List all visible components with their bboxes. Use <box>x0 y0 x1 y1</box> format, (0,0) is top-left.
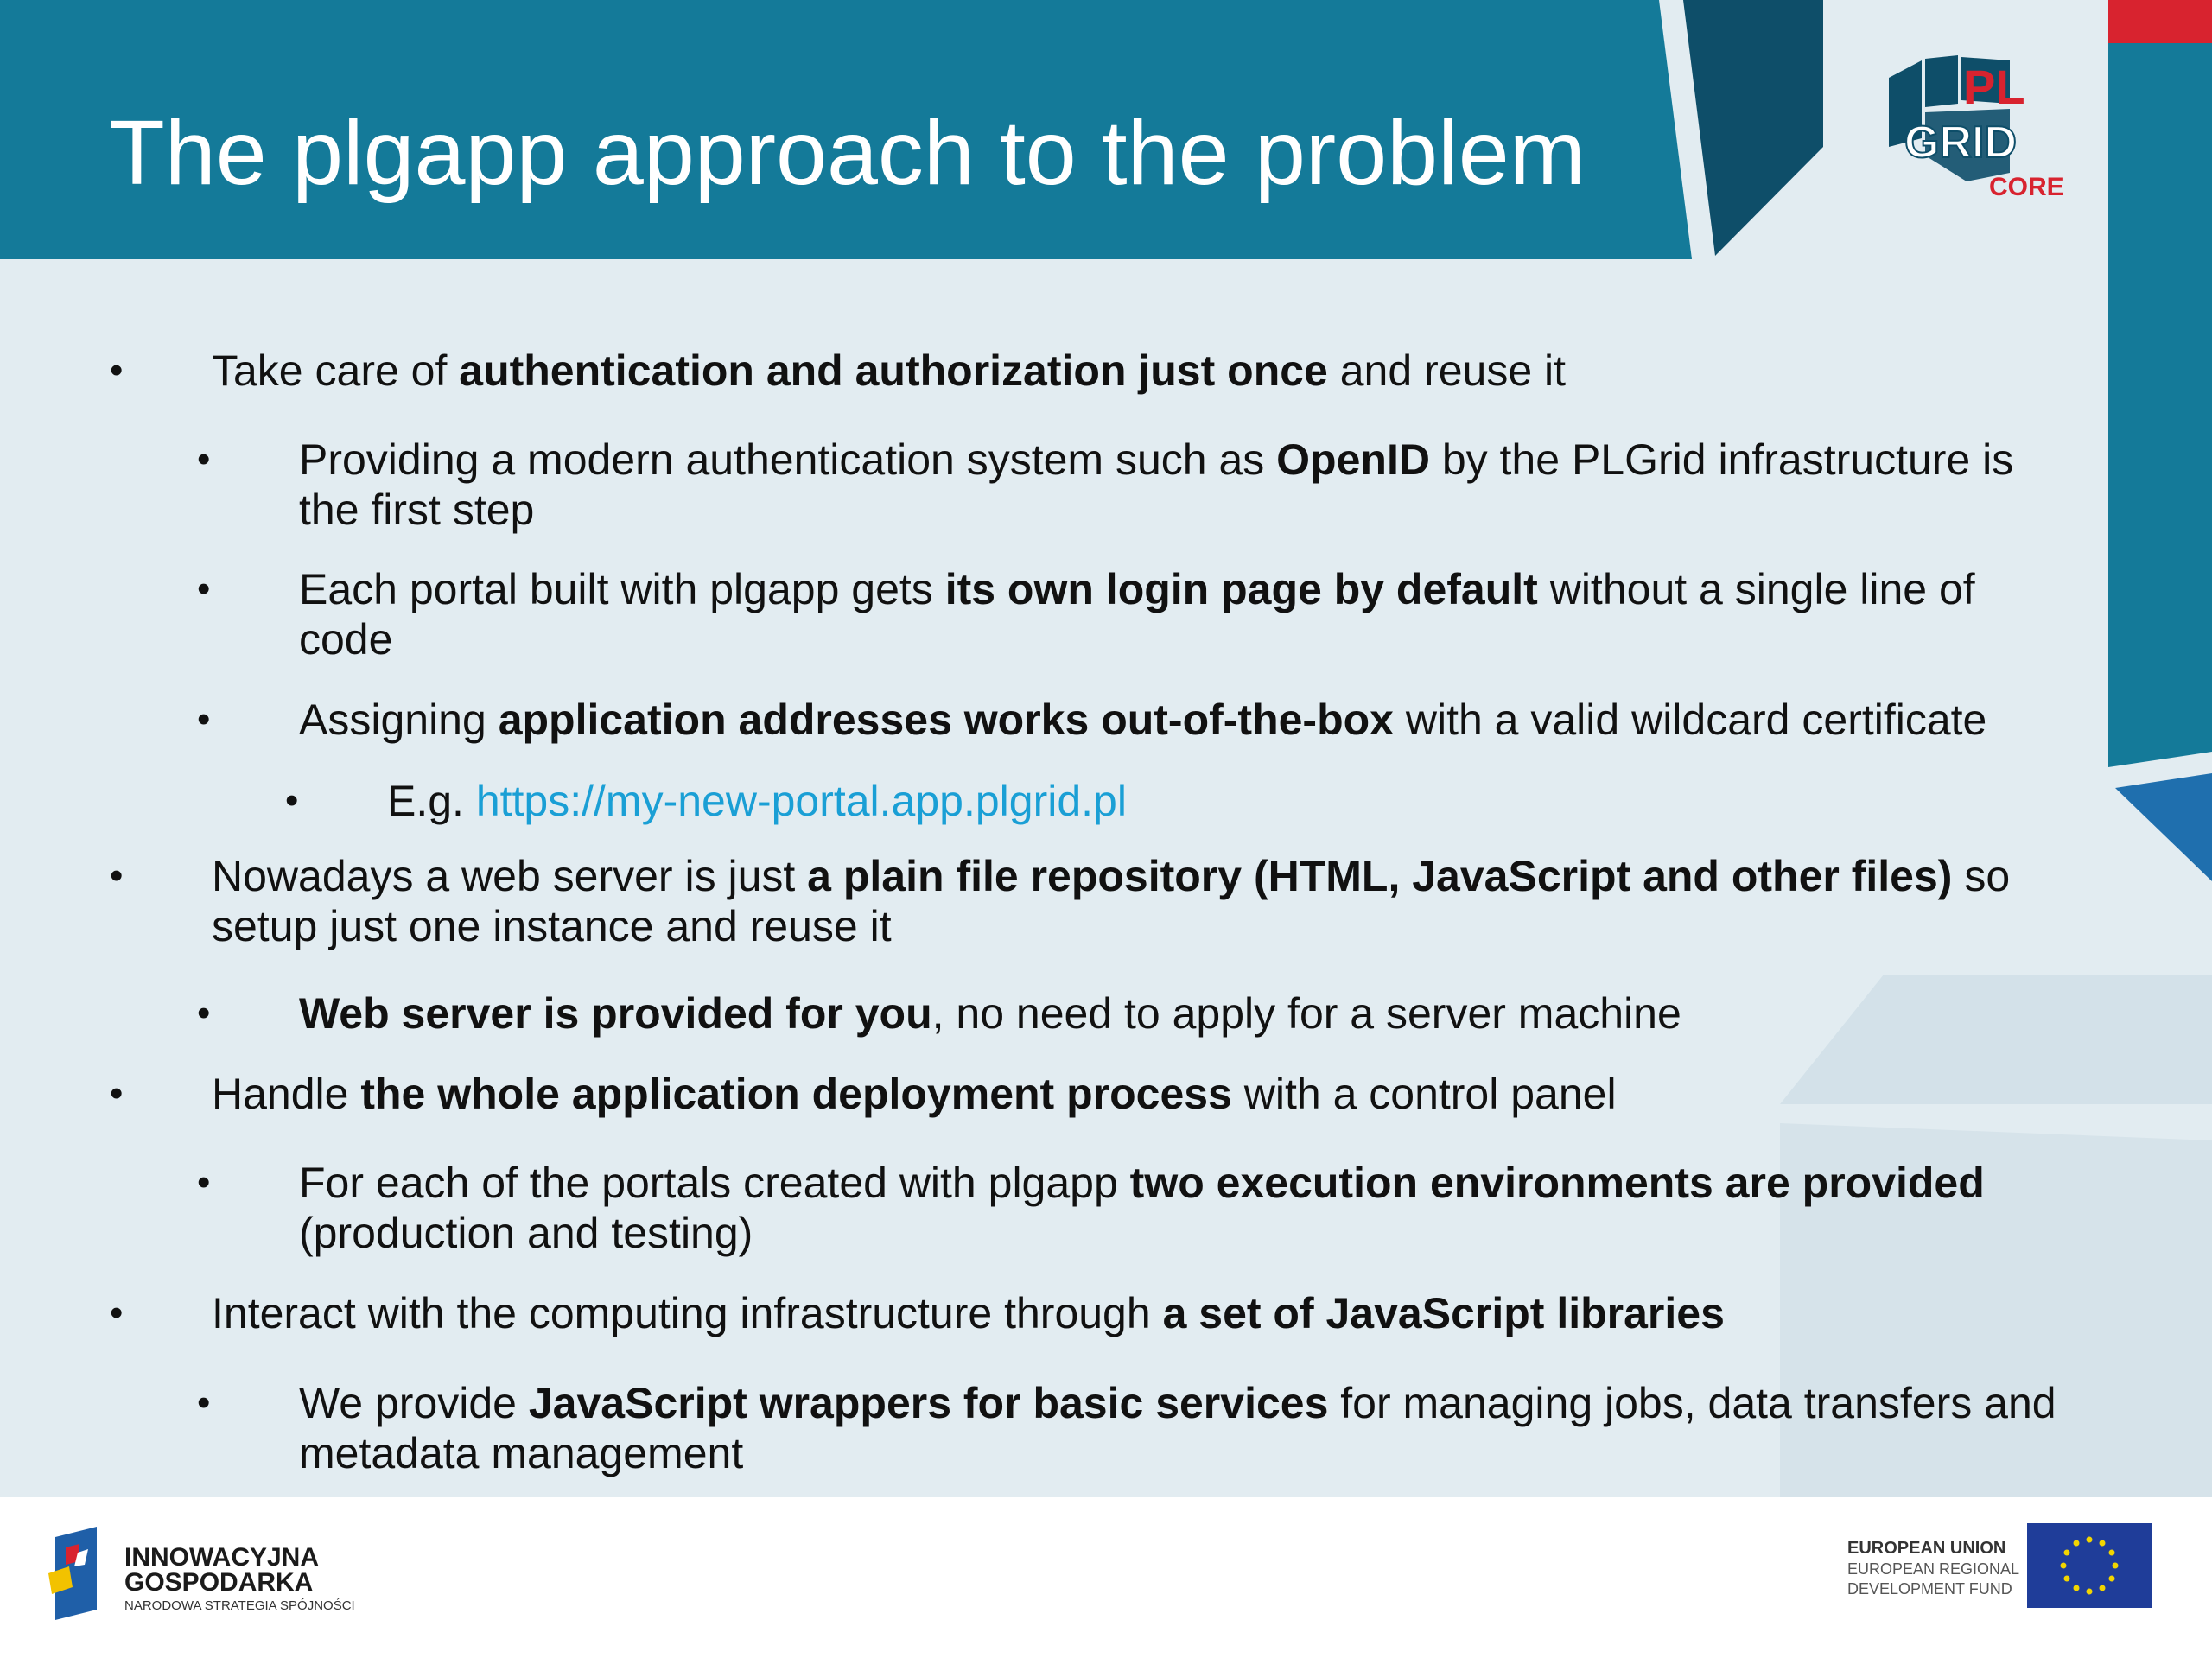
bullet-bold-text: a plain file repository (HTML, JavaScript and other files) <box>807 852 1953 900</box>
bullet-text: so setup just one instance and reuse it <box>212 852 2011 950</box>
bullet-text: Take care of <box>212 346 460 395</box>
bullet-text: (production and testing) <box>299 1209 753 1257</box>
eu-star <box>2100 1585 2106 1591</box>
eu-star <box>2074 1585 2080 1591</box>
example-url-link[interactable]: https://my-new-portal.app.plgrid.pl <box>475 777 1127 825</box>
bullet-marker: • <box>197 438 211 480</box>
bullet-text: for managing jobs, data transfers and metadata management <box>299 1379 2056 1477</box>
bullet-item-level-1 <box>110 346 2069 396</box>
slide-title: The plgapp approach to the problem <box>109 102 1586 204</box>
bullet-bold-text: Web server is provided for you <box>299 989 932 1038</box>
bullet-marker: • <box>197 1382 211 1424</box>
bullet-bold-text: the whole application deployment process <box>360 1070 1232 1118</box>
bullet-text: Assigning <box>299 696 499 744</box>
bullet-marker: • <box>197 1161 211 1204</box>
bullet-item-level-2 <box>197 1378 2070 1478</box>
bullet-text: We provide <box>299 1379 529 1427</box>
bullet-text: by the PLGrid infrastructure is the first step <box>299 435 2014 534</box>
bullet-text: For each of the portals created with plgapp <box>299 1159 1130 1207</box>
eu-title: EUROPEAN UNION <box>1847 1539 2006 1558</box>
eu-star <box>2074 1540 2080 1547</box>
plgrid-core-logo <box>1880 52 2075 207</box>
eu-flag-icon <box>2027 1523 2152 1608</box>
right-blue-triangle <box>2115 773 2212 881</box>
bullet-text: Interact with the computing infrastructure through <box>212 1289 1163 1337</box>
eu-star <box>2087 1589 2093 1595</box>
bullet-marker: • <box>285 779 299 822</box>
eu-star <box>2109 1550 2115 1556</box>
footer <box>0 1497 2212 1658</box>
bullet-bold-text: JavaScript wrappers for basic services <box>528 1379 1329 1427</box>
bullet-bold-text: a set of JavaScript libraries <box>1162 1289 1725 1337</box>
eu-star <box>2087 1537 2093 1543</box>
bullet-text: , no need to apply for a server machine <box>931 989 1681 1038</box>
bullet-text: Handle <box>212 1070 361 1118</box>
eu-star <box>2064 1576 2070 1582</box>
eu-subtitle-2: DEVELOPMENT FUND <box>1847 1580 2012 1598</box>
bullet-item-level-3 <box>285 776 2029 826</box>
strategia-text: NARODOWA STRATEGIA SPÓJNOŚCI <box>124 1598 355 1613</box>
bullet-bold-text: application addresses works out-of-the-box <box>498 696 1394 744</box>
bullet-bold-text: OpenID <box>1276 435 1430 484</box>
bullet-marker: • <box>197 568 211 610</box>
bullet-text: Each portal built with plgapp gets <box>299 565 945 613</box>
bullet-item-level-2 <box>197 1158 2070 1258</box>
right-side-bar <box>2108 0 2212 767</box>
eu-star <box>2064 1550 2070 1556</box>
bullet-text: without a single line of code <box>299 565 1975 664</box>
header-dark-accent <box>1683 0 1823 256</box>
bullet-item-level-1 <box>110 851 2069 951</box>
eu-star <box>2100 1540 2106 1547</box>
bullet-bold-text: its own login page by default <box>944 565 1538 613</box>
eu-star <box>2109 1576 2115 1582</box>
bullet-text: Providing a modern authentication system such as <box>299 435 1277 484</box>
bullet-marker: • <box>110 1072 124 1115</box>
bullet-text: Nowadays a web server is just <box>212 852 808 900</box>
bullet-item-level-2 <box>197 695 2070 745</box>
bullet-item-level-2 <box>197 988 2070 1039</box>
svg-text:GRID: GRID <box>1904 118 2017 168</box>
bullet-item-level-2 <box>197 564 2070 664</box>
bullet-marker: • <box>110 349 124 391</box>
innowacyjna-text: INNOWACYJNA <box>124 1543 320 1572</box>
bullet-bold-text: authentication and authorization just once <box>459 346 1328 395</box>
red-accent <box>2108 0 2212 43</box>
gospodarka-text: GOSPODARKA <box>124 1568 314 1597</box>
bullet-marker: • <box>110 854 124 897</box>
bullet-text: E.g. <box>387 777 476 825</box>
eu-subtitle-1: EUROPEAN REGIONAL <box>1847 1560 2020 1578</box>
svg-text:CORE: CORE <box>1989 173 2064 201</box>
bullet-marker: • <box>197 698 211 740</box>
eu-star <box>2113 1563 2119 1569</box>
eu-star <box>2061 1563 2067 1569</box>
bullet-marker: • <box>110 1292 124 1334</box>
bullet-item-level-1 <box>110 1288 2069 1338</box>
bullet-item-level-1 <box>110 1069 2069 1119</box>
bullet-text: with a control panel <box>1231 1070 1617 1118</box>
bullet-bold-text: two execution environments are provided <box>1129 1159 1985 1207</box>
bullet-text: and reuse it <box>1327 346 1567 395</box>
innowacyjna-gospodarka-logo-icon <box>48 1527 109 1622</box>
bullet-text: with a valid wildcard certificate <box>1393 696 1987 744</box>
bullet-item-level-2 <box>197 435 2070 535</box>
svg-text:PL: PL <box>1963 60 2025 114</box>
bullet-marker: • <box>197 992 211 1034</box>
